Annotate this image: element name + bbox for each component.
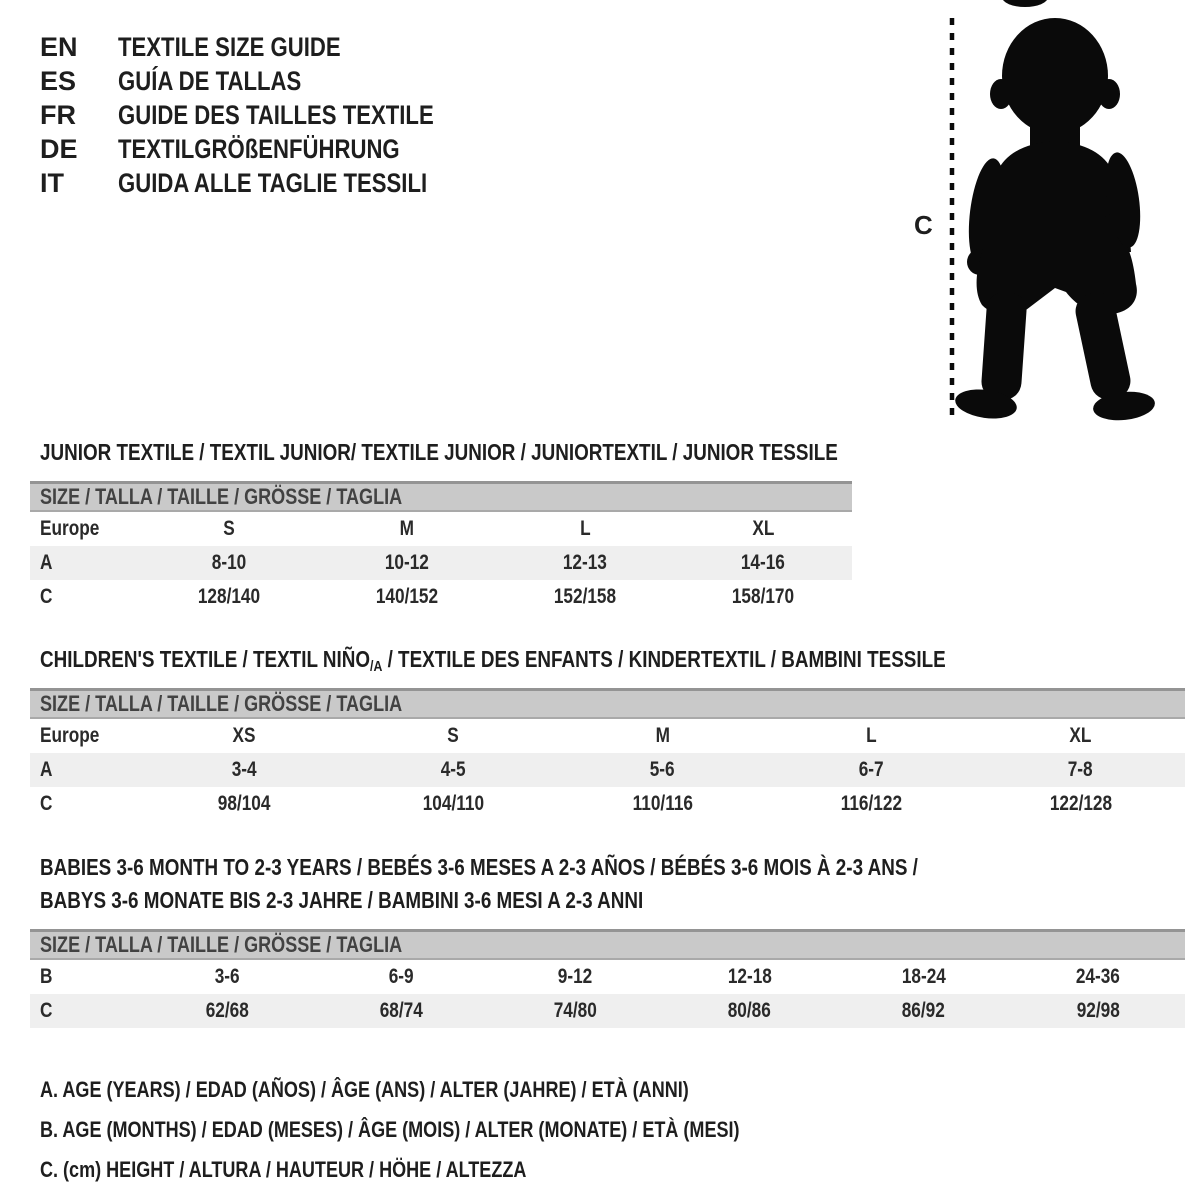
size-cell: 6-9 bbox=[388, 965, 414, 988]
row-label: Europe bbox=[40, 517, 100, 540]
legend-line-age-years: A. AGE (YEARS) / EDAD (AÑOS) / ÂGE (ANS) / ALTER (JAHRE) / ETÀ (ANNI) bbox=[40, 1077, 689, 1102]
language-title: GUIDA ALLE TAGLIE TESSILI bbox=[118, 168, 428, 198]
table-row bbox=[30, 512, 852, 546]
row-label: A bbox=[40, 758, 53, 781]
language-title: TEXTILE SIZE GUIDE bbox=[118, 32, 341, 62]
table-header-band bbox=[30, 688, 1185, 719]
table-row bbox=[30, 753, 1185, 787]
section-heading-children bbox=[40, 643, 1145, 679]
section-heading-babies-line1: BABIES 3-6 MONTH TO 2-3 YEARS / BEBÉS 3-6 MESES A 2-3 AÑOS / BÉBÉS 3-6 MOIS À 2-3 ANS / bbox=[40, 854, 918, 880]
size-cell: S bbox=[447, 724, 460, 747]
legend-line-age-months: B. AGE (MONTHS) / EDAD (MESES) / ÂGE (MOIS) / ALTER (MONATE) / ETÀ (MESI) bbox=[40, 1117, 740, 1142]
size-cell: 7-8 bbox=[1068, 758, 1093, 781]
size-cell: 152/158 bbox=[553, 585, 617, 608]
row-label: A bbox=[40, 551, 53, 574]
section-heading-junior-label: JUNIOR TEXTILE / TEXTIL JUNIOR/ TEXTILE JUNIOR / JUNIORTEXTIL / JUNIOR TESSILE bbox=[40, 439, 838, 465]
section-heading-children-label: CHILDREN'S TEXTILE / TEXTIL NIÑO/A / TEXTILE DES ENFANTS / KINDERTEXTIL / BAMBINI TESSILE bbox=[40, 646, 946, 675]
size-table-babies bbox=[30, 929, 1185, 1028]
size-cell: 12-13 bbox=[562, 551, 608, 574]
size-cell: 80/86 bbox=[728, 999, 772, 1022]
size-cell: 8-10 bbox=[211, 551, 247, 574]
size-cell: 12-18 bbox=[727, 965, 772, 988]
size-cell: 122/128 bbox=[1049, 792, 1112, 815]
height-measure-label: C bbox=[914, 210, 933, 240]
language-row bbox=[40, 64, 503, 98]
table-header-band bbox=[30, 481, 852, 512]
size-cell: 86/92 bbox=[902, 999, 946, 1022]
size-cell: 128/140 bbox=[197, 585, 261, 608]
size-cell: L bbox=[579, 517, 591, 540]
size-cell: 6-7 bbox=[859, 758, 884, 781]
size-cell: 158/170 bbox=[731, 585, 795, 608]
size-cell: 110/116 bbox=[632, 792, 693, 815]
legend-line-height-cm: C. (cm) HEIGHT / ALTURA / HAUTEUR / HÖHE / ALTEZZA bbox=[40, 1157, 527, 1182]
language-row bbox=[40, 132, 503, 166]
size-cell: 4-5 bbox=[441, 758, 466, 781]
table-header-label: SIZE / TALLA / TAILLE / GRÖSSE / TAGLIA bbox=[40, 691, 403, 716]
size-cell: XS bbox=[233, 724, 256, 747]
row-label: C bbox=[40, 999, 53, 1022]
language-code: IT bbox=[40, 168, 64, 198]
table-header-label: SIZE / TALLA / TAILLE / GRÖSSE / TAGLIA bbox=[40, 932, 403, 957]
language-row bbox=[40, 98, 503, 132]
table-row bbox=[30, 719, 1185, 753]
size-cell: 18-24 bbox=[901, 965, 946, 988]
table-row bbox=[30, 580, 852, 614]
size-cell: L bbox=[866, 724, 877, 747]
size-cell: M bbox=[399, 517, 415, 540]
size-cell: 10-12 bbox=[384, 551, 430, 574]
size-cell: 68/74 bbox=[379, 999, 423, 1022]
row-label: C bbox=[40, 792, 53, 815]
size-cell: 74/80 bbox=[553, 999, 597, 1022]
section-heading-babies-line2: BABYS 3-6 MONATE BIS 2-3 JAHRE / BAMBINI 3-6 MESI A 2-3 ANNI bbox=[40, 887, 644, 913]
table-row bbox=[30, 546, 852, 580]
size-cell: 104/110 bbox=[422, 792, 485, 815]
size-cell: XL bbox=[751, 517, 775, 540]
language-title: GUÍA DE TALLAS bbox=[118, 66, 302, 96]
nino-a-subscript: /A bbox=[370, 658, 383, 675]
row-label: B bbox=[40, 965, 53, 988]
size-table-children bbox=[30, 688, 1185, 821]
size-cell: 140/152 bbox=[375, 585, 439, 608]
table-header-label: SIZE / TALLA / TAILLE / GRÖSSE / TAGLIA bbox=[40, 484, 403, 509]
language-title: GUIDE DES TAILLES TEXTILE bbox=[118, 100, 434, 130]
language-title: TEXTILGRÖßENFÜHRUNG bbox=[118, 134, 400, 164]
size-cell: M bbox=[655, 724, 670, 747]
size-cell: 9-12 bbox=[558, 965, 593, 988]
language-code: EN bbox=[40, 32, 78, 62]
legend-block bbox=[40, 1070, 893, 1190]
language-row bbox=[40, 166, 503, 200]
table-row bbox=[30, 787, 1185, 821]
size-cell: 5-6 bbox=[650, 758, 675, 781]
size-cell: 62/68 bbox=[205, 999, 249, 1022]
size-cell: 3-4 bbox=[232, 758, 257, 781]
section-heading-junior bbox=[40, 436, 1013, 469]
size-cell: 14-16 bbox=[740, 551, 786, 574]
language-title-block bbox=[40, 30, 503, 200]
language-row bbox=[40, 30, 503, 64]
size-cell: S bbox=[223, 517, 235, 540]
language-code: DE bbox=[40, 134, 78, 164]
size-cell: 92/98 bbox=[1076, 999, 1120, 1022]
language-code: FR bbox=[40, 100, 76, 130]
row-label: C bbox=[40, 585, 53, 608]
size-table-junior bbox=[30, 481, 852, 614]
size-cell: 3-6 bbox=[214, 965, 240, 988]
row-label: Europe bbox=[40, 724, 100, 747]
size-cell: XL bbox=[1069, 724, 1092, 747]
size-cell: 116/122 bbox=[840, 792, 903, 815]
table-row bbox=[30, 994, 1185, 1028]
size-cell: 98/104 bbox=[218, 792, 271, 815]
height-measure-figure bbox=[900, 0, 1200, 430]
size-cell: 24-36 bbox=[1075, 965, 1120, 988]
table-header-band bbox=[30, 929, 1185, 960]
toddler-silhouette-icon bbox=[900, 0, 1200, 430]
language-code: ES bbox=[40, 66, 77, 96]
table-row bbox=[30, 960, 1185, 994]
section-heading-babies bbox=[40, 851, 1111, 917]
